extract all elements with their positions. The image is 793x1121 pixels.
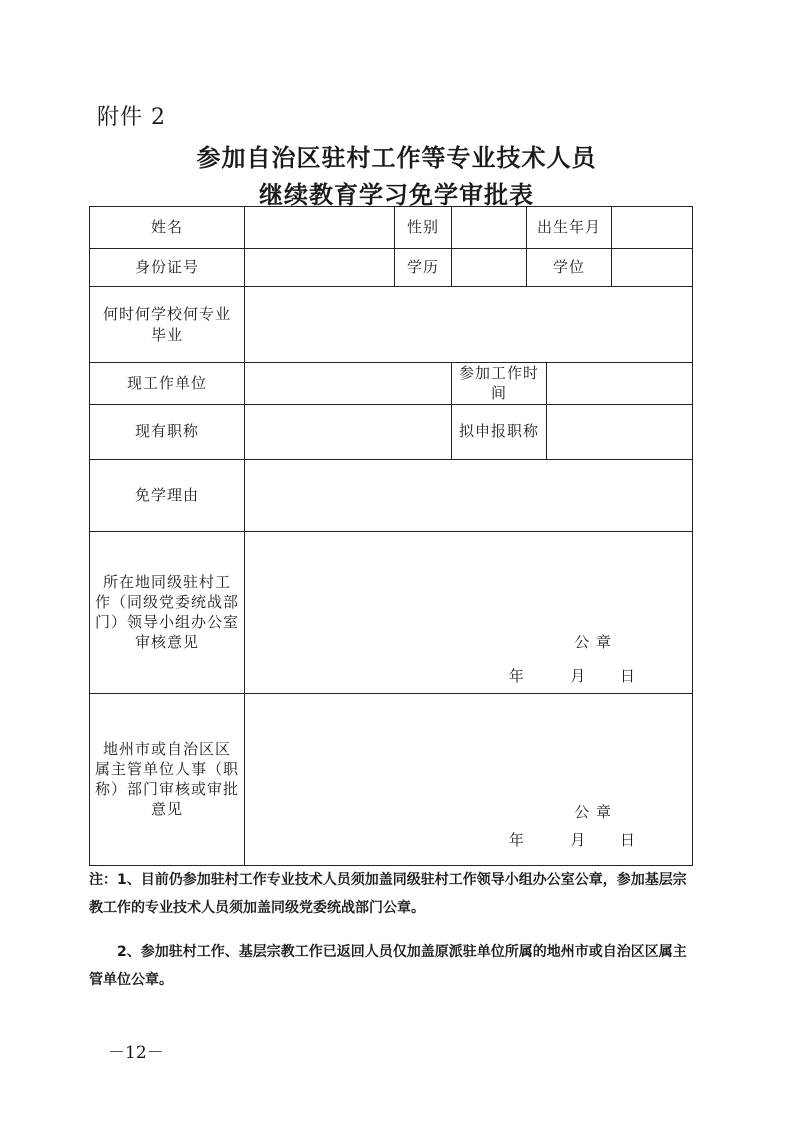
education-label: 学历 xyxy=(395,249,452,287)
seal-label-1: 公 章 xyxy=(574,632,613,651)
current-title-label: 现有职称 xyxy=(90,404,245,459)
name-label: 姓名 xyxy=(90,207,245,249)
name-value[interactable] xyxy=(245,207,395,249)
review1-line-4: 审核意见 xyxy=(134,633,199,652)
exemption-approval-form xyxy=(89,206,693,866)
graduation-label-line-2: 毕业 xyxy=(150,325,183,344)
year-label: 年 xyxy=(508,830,525,849)
proposed-title-value[interactable] xyxy=(547,404,693,459)
form-title-line-1: 参加自治区驻村工作等专业技术人员 xyxy=(196,144,597,172)
gender-label: 性别 xyxy=(395,207,452,249)
personnel-dept-review-label xyxy=(90,693,245,865)
proposed-title-label: 拟申报职称 xyxy=(452,404,547,459)
month-label: 月 xyxy=(570,830,587,849)
review2-line-1: 地州市或自治区区 xyxy=(102,739,231,758)
education-value[interactable] xyxy=(452,249,527,287)
village-office-review-label xyxy=(90,531,245,693)
gender-value[interactable] xyxy=(452,207,527,249)
month-label: 月 xyxy=(570,666,587,685)
graduation-label xyxy=(90,287,245,363)
note-2: 2、参加驻村工作、基层宗教工作已返回人员仅加盖原派驻单位所属的地州市或自治区区属主管单位公章。 xyxy=(89,944,687,988)
day-label: 日 xyxy=(620,830,637,849)
review1-line-1: 所在地同级驻村工 xyxy=(102,572,231,591)
current-unit-label: 现工作单位 xyxy=(90,363,245,405)
village-office-review-value[interactable] xyxy=(245,531,693,693)
birth-date-value[interactable] xyxy=(612,207,693,249)
page-number: －12－ xyxy=(108,1043,164,1063)
review1-line-2: 作（同级党委统战部 xyxy=(94,592,239,611)
work-start-value[interactable] xyxy=(547,363,693,405)
day-label: 日 xyxy=(620,666,637,685)
current-unit-value[interactable] xyxy=(245,363,452,405)
birth-date-label: 出生年月 xyxy=(527,207,612,249)
degree-value[interactable] xyxy=(612,249,693,287)
review2-line-4: 意见 xyxy=(150,800,183,819)
personnel-dept-review-value[interactable] xyxy=(245,693,693,865)
work-start-label: 参加工作时间 xyxy=(452,363,547,405)
date-line-1 xyxy=(509,666,636,686)
degree-label: 学位 xyxy=(527,249,612,287)
exemption-reason-label: 免学理由 xyxy=(90,459,245,531)
graduation-label-line-1: 何时何学校何专业 xyxy=(102,305,231,324)
note-1: 注：1、目前仍参加驻村工作专业技术人员须加盖同级驻村工作领导小组办公室公章，参加基层宗教工作的专业技术人员须加盖同级党委统战部门公章。 xyxy=(89,872,687,916)
graduation-value[interactable] xyxy=(245,287,693,363)
current-title-value[interactable] xyxy=(245,404,452,459)
review2-line-2: 属主管单位人事（职 xyxy=(94,759,239,778)
exemption-reason-value[interactable] xyxy=(245,459,693,531)
date-line-2 xyxy=(509,830,636,850)
review1-line-3: 门）领导小组办公室 xyxy=(94,613,239,631)
attachment-label: 附件 2 xyxy=(97,105,166,130)
year-label: 年 xyxy=(508,666,525,685)
seal-label-2: 公 章 xyxy=(574,802,613,821)
form-notes xyxy=(89,866,699,994)
review2-line-3: 称）部门审核或审批 xyxy=(94,780,239,798)
id-number-value[interactable] xyxy=(245,249,395,287)
form-title-line-2: 继续教育学习免学审批表 xyxy=(259,181,534,209)
id-number-label: 身份证号 xyxy=(90,249,245,287)
